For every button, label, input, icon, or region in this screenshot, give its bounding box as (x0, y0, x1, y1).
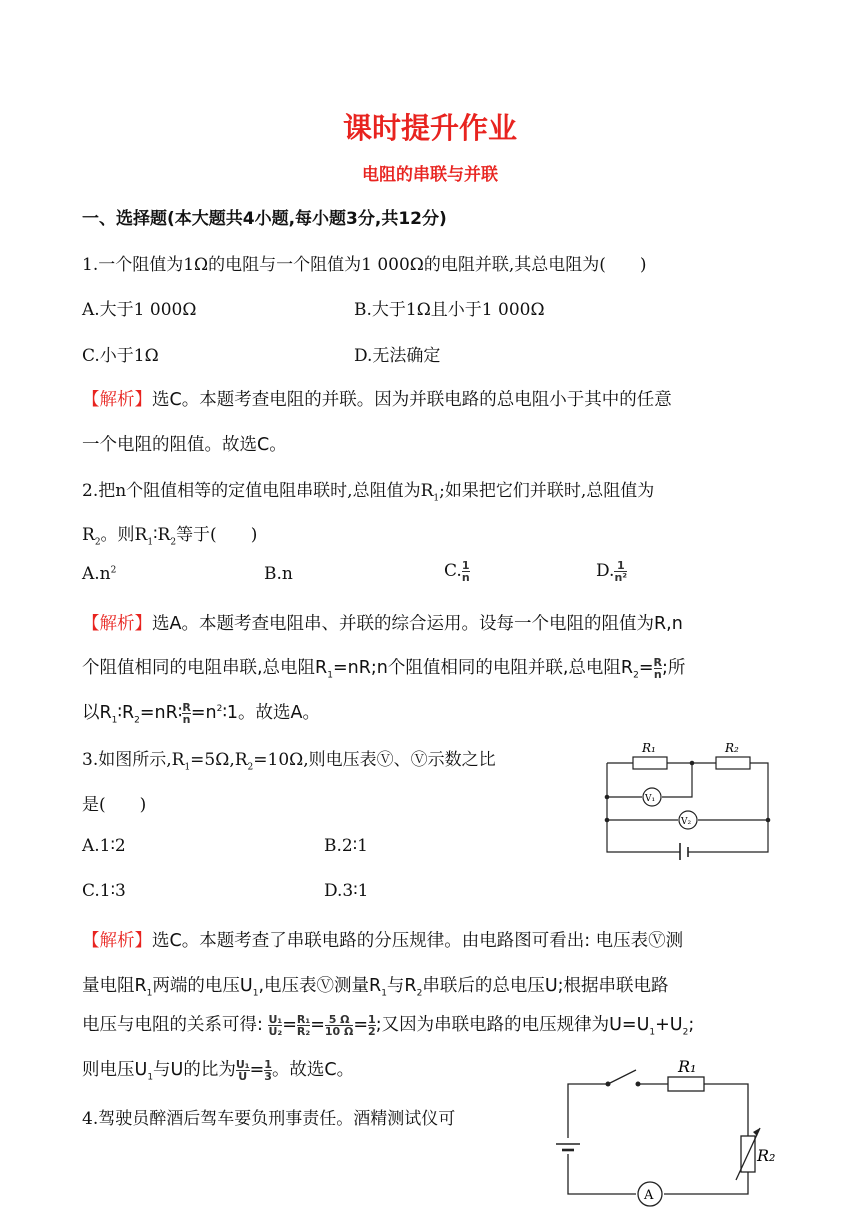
q3-solution-line4: 则电压$U_1$与U的比为 $\frac{\text{U₁}}{U}$ = $\frac{1}{3}$ 。故选C。 (82, 1057, 355, 1083)
q3-option-c: C.1∶3 (82, 881, 126, 901)
voltmeter-v1: V₁ (645, 794, 656, 804)
q3-option-a: A.1∶2 (82, 836, 126, 856)
q3-solution-line3: 电压与电阻的关系可得: $\frac{\text{U₁}}{\text{U₂}}$ = $\frac{\text{R₁}}{\text{R₂}}$ = $\frac{5 \Omega}{10 \Omega}$ = $\frac{1}{2}$ ;又因为串联电路的电压规律为$U=U_1+U_2$; (82, 1012, 695, 1038)
q1-option-c: C.小于1Ω (82, 346, 159, 366)
q1-solution-line2: 一个电阻的阻值。故选C。 (82, 435, 287, 455)
q3-stem-line2: 是( ) (82, 795, 147, 815)
ammeter-label: A (644, 1188, 654, 1203)
q1-option-a: A.大于1 000Ω (82, 300, 197, 320)
page-subtitle: 电阻的串联与并联 (362, 165, 498, 185)
q2-option-c: C. $\frac{1}{n}$ (444, 559, 470, 584)
q2-option-d: D. $\frac{1}{\text{n²}}$ (596, 559, 628, 584)
q1-solution-line1: 【解析】选C。本题考查电阻的并联。因为并联电路的总电阻小于其中的任意 (82, 390, 672, 410)
r1-label: R₁ (642, 741, 656, 755)
voltmeter-v2: V₂ (681, 817, 692, 827)
q1-option-b: B.大于1Ω且小于1 000Ω (354, 300, 545, 320)
q3-stem-line1: 3.如图所示$,R_1=5\Omega,R_2=10\Omega$,则电压表Ⓥ、Ⓥ示数之比 (82, 750, 496, 773)
page-title: 课时提升作业 (342, 111, 517, 145)
solution-tag: 【解析】 (82, 390, 152, 410)
q1-option-d: D.无法确定 (354, 346, 441, 366)
r2-label: R₂ (725, 741, 739, 755)
q2-option-b: B.n (264, 564, 293, 584)
q3-solution-line1: 【解析】选C。本题考查了串联电路的分压规律。由电路图可看出: 电压表Ⓥ测 (82, 931, 684, 951)
q3-circuit-diagram (600, 738, 780, 860)
q2-solution-line3: 以$R_1∶R_2=nR∶$ $\frac{R}{n}$ $=n^2∶1$。故选A。 (82, 700, 320, 726)
q3-option-b: B.2∶1 (324, 836, 368, 856)
q2-stem-line2: $R_2$。则$R_1∶R_2$等于( ) (82, 525, 258, 548)
q4-circuit-diagram (550, 1058, 790, 1214)
q3-option-d: D.3∶1 (324, 881, 369, 901)
q2-stem-line1: 2.把n个阻值相等的定值电阻串联时,总阻值为$R_1$;如果把它们并联时,总阻值为 (82, 481, 655, 504)
r2-label: R₂ (757, 1146, 776, 1165)
q4-stem-line1: 4.驾驶员醉酒后驾车要负刑事责任。酒精测试仪可 (82, 1109, 456, 1129)
q3-solution-line2: 量电阻$R_1$两端的电压$U_1$,电压表Ⓥ测量$R_1$与$R_2$串联后的总电压U;根据串联电路 (82, 976, 669, 999)
q1-stem: 1.一个阻值为1Ω的电阻与一个阻值为1 000Ω的电阻并联,其总电阻为( ) (82, 255, 647, 275)
q2-solution-line2: 个阻值相同的电阻串联,总电阻$R_1=nR;n$个阻值相同的电阻并联,总电阻$R_2=$ $\frac{R}{n}$ ;所 (82, 655, 686, 681)
r1-label: R₁ (678, 1058, 697, 1076)
q2-solution-line1: 【解析】选A。本题考查电阻串、并联的综合运用。设每一个电阻的阻值为R,n (82, 614, 683, 634)
section-heading: 一、选择题(本大题共4小题,每小题3分,共12分) (82, 209, 447, 229)
q2-option-a: $A.n^2$ (82, 564, 117, 584)
